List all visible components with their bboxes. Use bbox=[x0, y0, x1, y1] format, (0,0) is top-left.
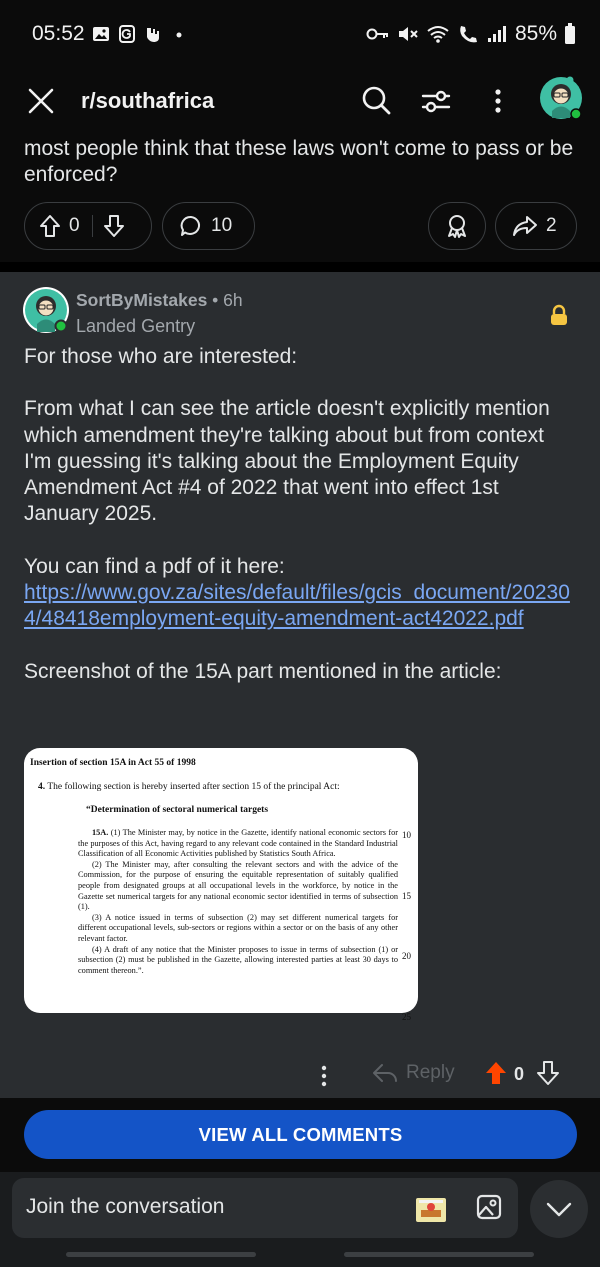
comment-bubble-icon bbox=[179, 214, 203, 238]
call-icon bbox=[457, 24, 479, 44]
comment-paragraph: From what I can see the article doesn't explicitly mention which amendment they're talking about but from context I'm guessing it's talking about the Employment Equity Amendment Act #4 of 2022 that went into effect 1st January 2025. bbox=[24, 397, 550, 526]
doc-line-number: 4. bbox=[38, 782, 46, 792]
g-icon bbox=[118, 25, 136, 43]
signal-icon bbox=[486, 24, 508, 44]
doc-clause: (3) A notice issued in terms of subsection (2) may set different numerical targets for different occupational levels, sub-sectors or regions within a sector or on the basis of any other relevant factor. bbox=[78, 912, 398, 943]
filter-icon[interactable] bbox=[420, 86, 452, 116]
bottom-area bbox=[0, 1098, 600, 1267]
battery-percent: 85% bbox=[514, 22, 557, 45]
comment-more-icon[interactable] bbox=[316, 1064, 332, 1088]
doc-subheading: “Determination of sectoral numerical targets bbox=[86, 805, 269, 815]
join-conversation-input[interactable] bbox=[12, 1178, 518, 1238]
upvote-icon[interactable] bbox=[39, 214, 61, 238]
comment-body bbox=[24, 344, 572, 711]
search-icon[interactable] bbox=[360, 84, 392, 116]
mute-icon bbox=[397, 24, 419, 44]
post-comment-count: 10 bbox=[211, 215, 233, 236]
doc-heading: Insertion of section 15A in Act 55 of 1998 bbox=[30, 758, 196, 768]
nav-handle bbox=[66, 1252, 256, 1257]
battery-icon bbox=[564, 23, 576, 45]
image-upload-icon[interactable] bbox=[476, 1194, 502, 1220]
more-options-icon[interactable] bbox=[488, 86, 508, 116]
hand-icon bbox=[144, 25, 162, 43]
post-vote-count: 0 bbox=[69, 215, 80, 236]
user-avatar[interactable] bbox=[538, 74, 584, 120]
doc-margin-number: 10 bbox=[402, 830, 411, 840]
status-time: 05:52 bbox=[32, 22, 85, 45]
top-app-bar bbox=[0, 72, 600, 132]
post-share-count: 2 bbox=[546, 215, 557, 236]
chevron-down-icon bbox=[530, 1180, 588, 1238]
comment-paragraph: You can find a pdf of it here: bbox=[24, 554, 285, 578]
user-flair: Landed Gentry bbox=[76, 316, 196, 336]
reply-label: Reply bbox=[406, 1062, 455, 1083]
reply-button[interactable] bbox=[372, 1062, 455, 1084]
downvote-icon[interactable] bbox=[103, 214, 125, 238]
doc-text bbox=[78, 828, 398, 976]
dot-icon bbox=[170, 25, 188, 43]
screenshot-image[interactable] bbox=[24, 748, 418, 1022]
post-comments-button[interactable] bbox=[162, 202, 255, 250]
post-body-text: most people think that these laws won't come to pass or be enforced? bbox=[24, 137, 574, 186]
comment-upvote-icon[interactable] bbox=[484, 1060, 508, 1086]
composer-placeholder: Join the conversation bbox=[26, 1195, 225, 1218]
view-all-comments-button[interactable]: VIEW ALL COMMENTS bbox=[24, 1110, 577, 1159]
comment-score: 0 bbox=[514, 1064, 525, 1084]
key-icon bbox=[366, 25, 390, 43]
close-icon[interactable] bbox=[26, 86, 56, 116]
doc-line: The following section is hereby inserted after section 15 of the principal Act: bbox=[45, 782, 340, 792]
comment-actions bbox=[0, 1058, 600, 1094]
comment-paragraph: Screenshot of the 15A part mentioned in the article: bbox=[24, 659, 502, 683]
doc-margin-number: 25 bbox=[402, 1012, 411, 1022]
gallery-icon bbox=[92, 25, 110, 43]
doc-margin-number: 20 bbox=[402, 951, 411, 961]
wifi-icon bbox=[426, 24, 450, 44]
post-vote-bar bbox=[24, 202, 152, 250]
doc-clause: (4) A draft of any notice that the Minister proposes to issue in terms of subsection (1) or subsection (2) must be published in the Gazette, allowing interested parties at least 30 days to comment thereon.”. bbox=[78, 944, 398, 975]
comment-paragraph: For those who are interested: bbox=[24, 345, 298, 368]
lock-icon bbox=[548, 304, 570, 326]
status-bar bbox=[0, 0, 600, 72]
doc-clause: (1) The Minister may, by notice in the Gazette, identify national economic sectors for the purposes of this Act, having regard to any relevant code contained in the Standard Industrial Classification of all Economic Activities published by Statistics South Africa. bbox=[78, 828, 398, 859]
nav-handle bbox=[344, 1252, 534, 1257]
share-icon bbox=[512, 214, 538, 238]
subreddit-title[interactable]: r/southafrica bbox=[81, 88, 215, 113]
comment-card bbox=[0, 272, 600, 1098]
composer-bar bbox=[0, 1172, 600, 1267]
reply-icon bbox=[372, 1062, 398, 1084]
expand-button[interactable] bbox=[530, 1180, 588, 1238]
doc-clause: (2) The Minister may, after consulting the relevant sectors and with the advice of the Commission, for the purpose of ensuring the equitable representation of suitably qualified people from designated groups at all occupational levels in the workforce, by notice in the Gazette set numerical targets for any national economic sector identified in terms of subsection (1). bbox=[78, 859, 398, 912]
post-area bbox=[0, 132, 600, 262]
commenter-username[interactable]: SortByMistakes bbox=[76, 290, 208, 310]
comment-downvote-icon[interactable] bbox=[536, 1060, 560, 1086]
doc-margin-number: 15 bbox=[402, 891, 411, 901]
sticker-icon[interactable] bbox=[416, 1198, 446, 1222]
award-button[interactable] bbox=[428, 202, 486, 250]
doc-section-label: 15A. bbox=[92, 828, 109, 837]
comment-age: • 6h bbox=[207, 290, 243, 310]
share-button[interactable] bbox=[495, 202, 577, 250]
divider bbox=[0, 262, 600, 272]
commenter-avatar[interactable] bbox=[22, 286, 70, 334]
pdf-link[interactable]: https://www.gov.za/sites/default/files/gcis_document/202304/48418employment-equity-amendment-act42022.pdf bbox=[24, 581, 570, 631]
award-icon bbox=[444, 213, 470, 239]
